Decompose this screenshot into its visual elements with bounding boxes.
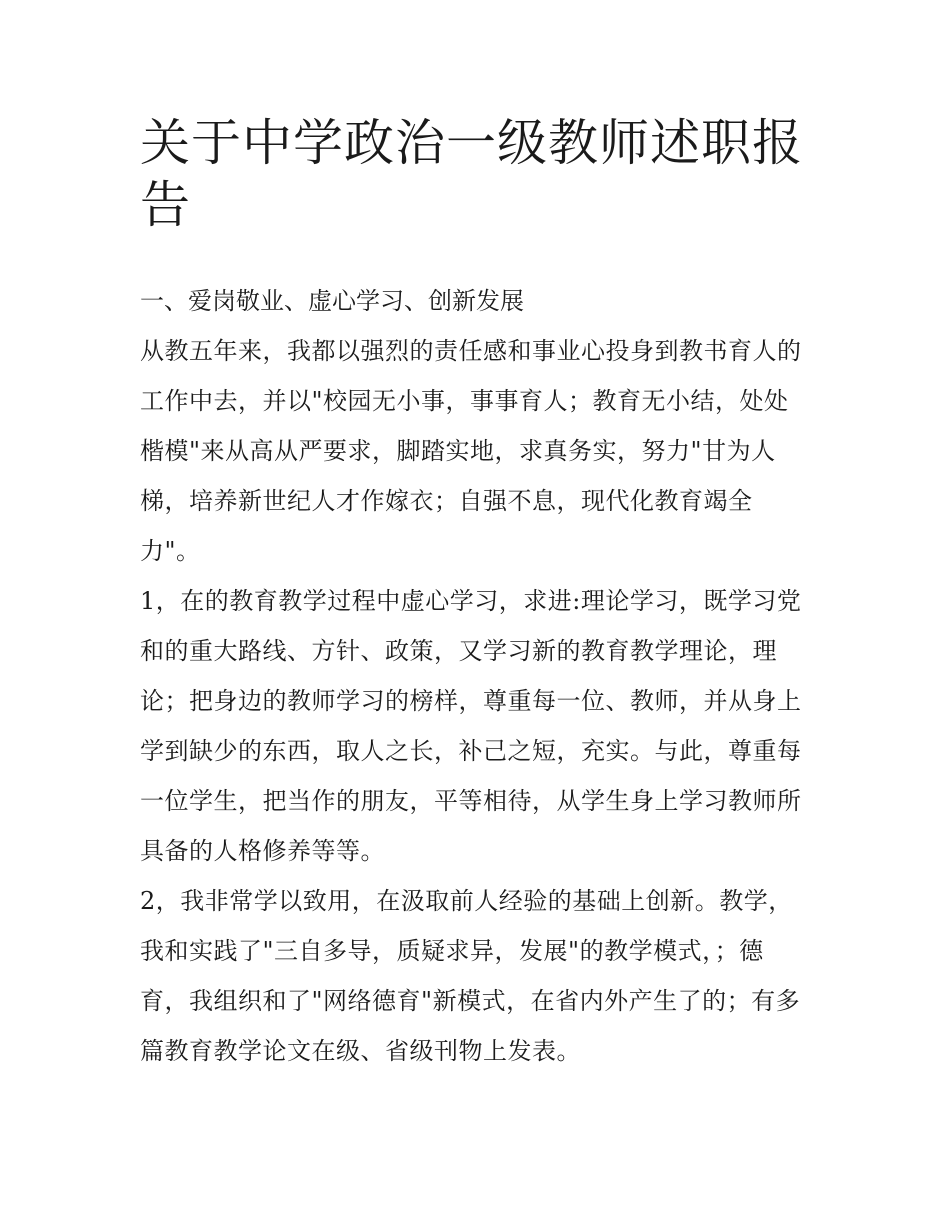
paragraph-line: 2，我非常学以致用，在汲取前人经验的基础上创新。教学， bbox=[140, 887, 793, 915]
paragraph-line: 和的重大路线、方针、政策，又学习新的教育教学理论，理 bbox=[140, 637, 777, 665]
document-title bbox=[140, 112, 820, 236]
paragraph-1 bbox=[140, 332, 820, 582]
paragraph-line: 从教五年来，我都以强烈的责任感和事业心投身到教书育人的 bbox=[140, 337, 802, 365]
paragraph-line: 工作中去，并以"校园无小事，事事育人；教育无小结，处处 bbox=[140, 387, 789, 415]
paragraph-line: 论；把身边的教师学习的榜样，尊重每一位、教师，并从身上 bbox=[140, 687, 802, 715]
paragraph-line: 1，在的教育教学过程中虚心学习，求进:理论学习，既学习党 bbox=[140, 587, 802, 615]
title-line-2: 告 bbox=[140, 176, 191, 234]
paragraph-line: 学到缺少的东西，取人之长，补己之短，充实。与此，尊重每 bbox=[140, 737, 802, 765]
paragraph-3 bbox=[140, 882, 820, 1082]
paragraph-line: 具备的人格修养等等。 bbox=[140, 837, 385, 865]
paragraph-line: 我和实践了"三自多导，质疑求异，发展"的教学模式，；德 bbox=[140, 937, 764, 965]
paragraph-line: 梯，培养新世纪人才作嫁衣；自强不息，现代化教育竭全 bbox=[140, 487, 753, 515]
section-heading: 一、爱岗敬业、虚心学习、创新发展 bbox=[140, 287, 524, 315]
paragraph-line: 力"。 bbox=[140, 537, 201, 565]
paragraph-2 bbox=[140, 582, 820, 882]
document-body bbox=[140, 282, 820, 1082]
title-line-1: 关于中学政治一级教师述职报 bbox=[140, 114, 803, 172]
paragraph-line: 楷模"来从高从严要求，脚踏实地，求真务实，努力"甘为人 bbox=[140, 437, 776, 465]
paragraph-line: 篇教育教学论文在级、省级刊物上发表。 bbox=[140, 1037, 581, 1065]
paragraph-line: 一位学生，把当作的朋友，平等相待，从学生身上学习教师所 bbox=[140, 787, 802, 815]
paragraph-line: 育，我组织和了"网络德育"新模式，在省内外产生了的；有多 bbox=[140, 987, 801, 1015]
